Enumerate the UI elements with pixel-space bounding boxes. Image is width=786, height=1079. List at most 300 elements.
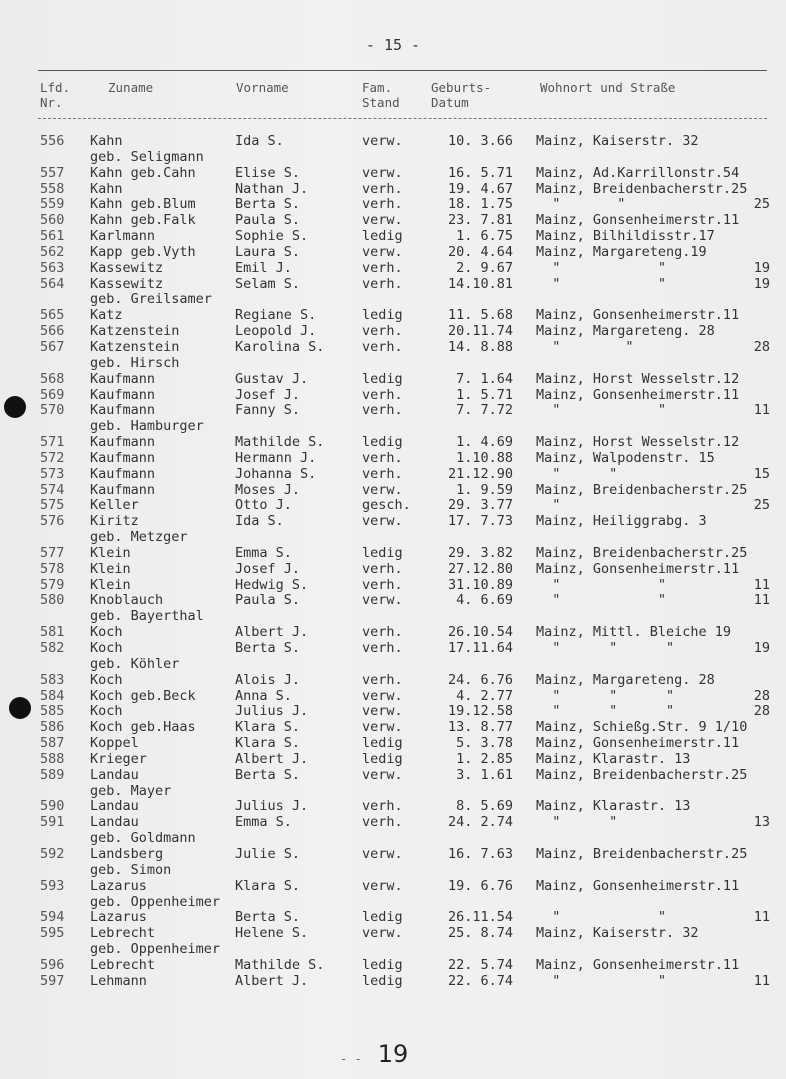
row-vorname: Hermann J. [235, 449, 317, 466]
row-wohnort: Mainz, Kaiserstr. 32 [536, 925, 699, 942]
row-number: 560 [40, 212, 65, 229]
row-wohnort: Mainz, Margareteng. 28 [536, 323, 715, 340]
row-wohnort: Mainz, Heiliggrabg. 3 [536, 513, 707, 530]
row-geburtsdatum: 17.11.64 [447, 640, 513, 656]
row-wohnort: " " " [536, 687, 675, 704]
row-fam-stand: verw. [362, 877, 403, 894]
row-fam-stand: ledig [362, 750, 403, 767]
row-number: 557 [40, 164, 65, 181]
row-number: 569 [40, 386, 65, 403]
row-number: 586 [40, 719, 65, 736]
row-fam-stand: verw. [362, 719, 403, 736]
header-geburt-line1: Geburts- [431, 80, 492, 95]
table-row [0, 910, 786, 926]
row-number: 597 [40, 972, 65, 989]
table-row [0, 784, 786, 800]
row-zuname: Koch [90, 671, 123, 688]
table-row [0, 546, 786, 562]
row-number: 584 [40, 687, 65, 704]
table-row [0, 356, 786, 372]
row-geburtsdatum: 22. 5.74 [447, 956, 513, 973]
row-number: 592 [40, 845, 65, 862]
row-hausnummer: 11 [753, 402, 770, 419]
row-wohnort: Mainz, Breidenbacherstr.25 [536, 544, 748, 561]
row-zuname: Kaufmann [90, 449, 156, 466]
row-geburtsdatum: 7. 1.64 [456, 370, 513, 387]
row-wohnort: " " [536, 338, 634, 355]
header-fam-line1: Fam. [362, 80, 393, 95]
row-vorname: Regiane S. [235, 307, 317, 324]
row-zuname: Lebrecht [90, 956, 156, 973]
row-wohnort: Mainz, Mittl. Bleiche 19 [536, 624, 732, 641]
row-wohnort: Mainz, Breidenbacherstr.25 [536, 481, 748, 498]
header-geburt [431, 80, 491, 110]
table-row [0, 419, 786, 435]
row-vorname: Berta S. [235, 909, 301, 926]
row-vorname: Klara S. [235, 735, 301, 752]
table-row [0, 435, 786, 451]
row-hausnummer: 11 [753, 909, 770, 926]
row-vorname: Gustav J. [235, 370, 309, 387]
row-vorname: Josef J. [235, 386, 301, 403]
row-fam-stand: verh. [362, 640, 403, 656]
row-zuname: geb. Hamburger [90, 418, 204, 435]
row-fam-stand: verh. [362, 323, 403, 340]
row-geburtsdatum: 20. 4.64 [447, 243, 513, 260]
row-hausnummer: 28 [753, 338, 770, 355]
row-number: 594 [40, 909, 65, 926]
table-row [0, 736, 786, 752]
row-geburtsdatum: 7. 7.72 [456, 402, 513, 419]
table-row [0, 895, 786, 911]
row-number: 583 [40, 671, 65, 688]
row-zuname: Keller [90, 497, 139, 514]
table-row [0, 277, 786, 293]
row-number: 556 [40, 133, 65, 149]
punch-hole-icon [4, 396, 26, 418]
table-row [0, 514, 786, 530]
row-number: 589 [40, 766, 65, 783]
row-zuname: Koppel [90, 735, 139, 752]
row-fam-stand: verh. [362, 386, 403, 403]
header-vorname: Vorname [236, 80, 289, 95]
row-geburtsdatum: 29. 3.77 [447, 497, 513, 514]
row-zuname: Klein [90, 544, 131, 561]
row-geburtsdatum: 14. 8.88 [447, 338, 513, 355]
table-row [0, 863, 786, 879]
row-vorname: Albert J. [235, 750, 309, 767]
row-hausnummer: 11 [753, 576, 770, 593]
row-fam-stand: verw. [362, 212, 403, 229]
row-geburtsdatum: 18. 1.75 [447, 196, 513, 213]
row-fam-stand: verw. [362, 703, 403, 720]
row-number: 595 [40, 925, 65, 942]
row-zuname: Klein [90, 576, 131, 593]
row-zuname: Kahn geb.Falk [90, 212, 196, 229]
row-zuname: Kaufmann [90, 434, 156, 451]
table-row [0, 372, 786, 388]
row-zuname: geb. Hirsch [90, 354, 180, 371]
row-fam-stand: ledig [362, 228, 403, 245]
table-row [0, 340, 786, 356]
row-number: 579 [40, 576, 65, 593]
header-bottom-rule [38, 118, 767, 119]
row-zuname: Karlmann [90, 228, 156, 245]
row-wohnort: " " [536, 259, 667, 276]
row-zuname: geb. Metzger [90, 529, 188, 546]
row-number: 572 [40, 449, 65, 466]
row-zuname: Kaufmann [90, 402, 156, 419]
row-geburtsdatum: 24. 2.74 [447, 814, 513, 831]
row-geburtsdatum: 16. 5.71 [447, 164, 513, 181]
row-zuname: geb. Greilsamer [90, 291, 212, 308]
row-geburtsdatum: 22. 6.74 [447, 972, 513, 989]
row-zuname: geb. Mayer [90, 782, 172, 799]
row-wohnort: Mainz, Gonsenheimerstr.11 [536, 560, 740, 577]
row-geburtsdatum: 16. 7.63 [447, 845, 513, 862]
row-zuname: Landau [90, 814, 139, 831]
row-number: 596 [40, 956, 65, 973]
row-fam-stand: verw. [362, 481, 403, 498]
row-fam-stand: ledig [362, 735, 403, 752]
row-wohnort: " " [536, 402, 667, 419]
row-vorname: Paula S. [235, 592, 301, 609]
table-row [0, 467, 786, 483]
row-vorname: Alois J. [235, 671, 301, 688]
row-fam-stand: verh. [362, 180, 403, 197]
row-number: 575 [40, 497, 65, 514]
row-zuname: Koch geb.Beck [90, 687, 196, 704]
row-zuname: Kassewitz [90, 275, 164, 292]
row-wohnort: Mainz, Bilhildisstr.17 [536, 228, 715, 245]
row-wohnort: Mainz, Gonsenheimerstr.11 [536, 307, 740, 324]
row-geburtsdatum: 19.12.58 [447, 703, 513, 720]
table-row [0, 403, 786, 419]
row-number: 578 [40, 560, 65, 577]
row-wohnort: " " " [536, 640, 675, 656]
row-vorname: Moses J. [235, 481, 301, 498]
row-vorname: Selam S. [235, 275, 301, 292]
row-number: 563 [40, 259, 65, 276]
row-vorname: Ida S. [235, 133, 284, 149]
row-fam-stand: verw. [362, 164, 403, 181]
row-number: 582 [40, 640, 65, 656]
row-zuname: Koch geb.Haas [90, 719, 196, 736]
row-vorname: Fanny S. [235, 402, 301, 419]
table-row [0, 578, 786, 594]
row-number: 576 [40, 513, 65, 530]
table-row [0, 641, 786, 657]
row-zuname: Landau [90, 766, 139, 783]
row-geburtsdatum: 25. 8.74 [447, 925, 513, 942]
row-hausnummer: 11 [753, 592, 770, 609]
row-wohnort: " " [536, 196, 626, 213]
row-zuname: Knoblauch [90, 592, 164, 609]
table-row [0, 182, 786, 198]
row-fam-stand: ledig [362, 370, 403, 387]
row-geburtsdatum: 11. 5.68 [447, 307, 513, 324]
row-number: 590 [40, 798, 65, 815]
header-zuname: Zuname [108, 80, 154, 95]
table-row [0, 720, 786, 736]
table-row [0, 530, 786, 546]
row-vorname: Klara S. [235, 877, 301, 894]
row-vorname: Emma S. [235, 544, 292, 561]
row-geburtsdatum: 24. 6.76 [447, 671, 513, 688]
row-hausnummer: 19 [753, 275, 770, 292]
row-fam-stand: verh. [362, 465, 403, 482]
row-geburtsdatum: 19. 4.67 [447, 180, 513, 197]
footer-number: 19 [377, 1040, 409, 1068]
row-hausnummer: 28 [753, 687, 770, 704]
row-zuname: geb. Bayerthal [90, 608, 204, 625]
table-row [0, 768, 786, 784]
row-vorname: Julius J. [235, 798, 309, 815]
row-fam-stand: verh. [362, 196, 403, 213]
row-vorname: Johanna S. [235, 465, 317, 482]
table-row [0, 593, 786, 609]
table-row [0, 689, 786, 705]
row-wohnort: " " [536, 592, 667, 609]
row-zuname: Lehmann [90, 972, 147, 989]
row-fam-stand: verw. [362, 687, 403, 704]
row-vorname: Ida S. [235, 513, 284, 530]
row-geburtsdatum: 29. 3.82 [447, 544, 513, 561]
row-geburtsdatum: 17. 7.73 [447, 513, 513, 530]
row-zuname: Kahn [90, 133, 123, 149]
row-zuname: Lazarus [90, 909, 147, 926]
row-wohnort: Mainz, Kaiserstr. 32 [536, 133, 699, 149]
row-vorname: Josef J. [235, 560, 301, 577]
row-zuname: Kahn geb.Blum [90, 196, 196, 213]
row-fam-stand: verh. [362, 338, 403, 355]
row-number: 585 [40, 703, 65, 720]
row-zuname: Koch [90, 624, 123, 641]
row-vorname: Berta S. [235, 196, 301, 213]
row-fam-stand: verw. [362, 592, 403, 609]
row-wohnort: Mainz, Gonsenheimerstr.11 [536, 386, 740, 403]
row-zuname: Katz [90, 307, 123, 324]
row-geburtsdatum: 4. 2.77 [456, 687, 513, 704]
row-hausnummer: 15 [753, 465, 770, 482]
row-fam-stand: ledig [362, 972, 403, 989]
table-row [0, 229, 786, 245]
row-fam-stand: verh. [362, 560, 403, 577]
row-vorname: Emil J. [235, 259, 292, 276]
table-row [0, 847, 786, 863]
row-number: 567 [40, 338, 65, 355]
row-wohnort: " [536, 497, 561, 514]
table-row [0, 498, 786, 514]
row-number: 591 [40, 814, 65, 831]
row-fam-stand: verh. [362, 449, 403, 466]
table-row [0, 831, 786, 847]
row-fam-stand: verw. [362, 766, 403, 783]
table-row [0, 166, 786, 182]
row-fam-stand: verw. [362, 243, 403, 260]
row-vorname: Nathan J. [235, 180, 309, 197]
header-geburt-line2: Datum [431, 95, 469, 110]
row-wohnort: Mainz, Breidenbacherstr.25 [536, 180, 748, 197]
row-fam-stand: verh. [362, 275, 403, 292]
table-row [0, 815, 786, 831]
table-row [0, 974, 786, 990]
row-wohnort: Mainz, Horst Wesselstr.12 [536, 370, 740, 387]
row-hausnummer: 11 [753, 972, 770, 989]
row-fam-stand: gesch. [362, 497, 411, 514]
row-vorname: Albert J. [235, 972, 309, 989]
table-row [0, 942, 786, 958]
row-geburtsdatum: 20.11.74 [447, 323, 513, 340]
row-number: 580 [40, 592, 65, 609]
table-row [0, 245, 786, 261]
row-wohnort: " " " [536, 703, 675, 720]
row-number: 559 [40, 196, 65, 213]
table-row [0, 388, 786, 404]
row-vorname: Hedwig S. [235, 576, 309, 593]
row-zuname: Kaufmann [90, 386, 156, 403]
row-number: 570 [40, 402, 65, 419]
header-nr-line2: Nr. [40, 95, 63, 110]
row-wohnort: Mainz, Schießg.Str. 9 1/10 [536, 719, 748, 736]
row-number: 568 [40, 370, 65, 387]
table-row [0, 704, 786, 720]
row-wohnort: " " [536, 814, 618, 831]
row-wohnort: Mainz, Margareteng. 28 [536, 671, 715, 688]
row-number: 565 [40, 307, 65, 324]
row-vorname: Sophie S. [235, 228, 309, 245]
row-geburtsdatum: 19. 6.76 [447, 877, 513, 894]
row-number: 571 [40, 434, 65, 451]
table-row [0, 879, 786, 895]
table-row [0, 308, 786, 324]
row-fam-stand: verh. [362, 814, 403, 831]
row-fam-stand: verw. [362, 925, 403, 942]
row-zuname: Landau [90, 798, 139, 815]
row-zuname: Lebrecht [90, 925, 156, 942]
row-hausnummer: 19 [753, 640, 770, 656]
table-row [0, 673, 786, 689]
table-row [0, 609, 786, 625]
table-row [0, 926, 786, 942]
row-wohnort: Mainz, Horst Wesselstr.12 [536, 434, 740, 451]
row-geburtsdatum: 3. 1.61 [456, 766, 513, 783]
table-row [0, 752, 786, 768]
row-geburtsdatum: 26.11.54 [447, 909, 513, 926]
row-geburtsdatum: 14.10.81 [447, 275, 513, 292]
row-vorname: Karolina S. [235, 338, 325, 355]
row-zuname: geb. Oppenheimer [90, 893, 221, 910]
row-vorname: Leopold J. [235, 323, 317, 340]
row-wohnort: Mainz, Gonsenheimerstr.11 [536, 735, 740, 752]
row-zuname: Kassewitz [90, 259, 164, 276]
row-geburtsdatum: 1. 2.85 [456, 750, 513, 767]
row-wohnort: " " [536, 465, 618, 482]
row-zuname: Kahn [90, 180, 123, 197]
row-zuname: Koch [90, 703, 123, 720]
row-wohnort: Mainz, Gonsenheimerstr.11 [536, 877, 740, 894]
row-number: 558 [40, 180, 65, 197]
row-number: 562 [40, 243, 65, 260]
row-vorname: Anna S. [235, 687, 292, 704]
table-row [0, 197, 786, 213]
row-number: 564 [40, 275, 65, 292]
table-row [0, 799, 786, 815]
row-fam-stand: verw. [362, 845, 403, 862]
header-nr-line1: Lfd. [40, 80, 71, 95]
row-zuname: geb. Simon [90, 861, 172, 878]
row-geburtsdatum: 21.12.90 [447, 465, 513, 482]
page-number: - 15 - [365, 36, 421, 54]
row-fam-stand: ledig [362, 307, 403, 324]
row-geburtsdatum: 10. 3.66 [447, 133, 513, 149]
row-fam-stand: ledig [362, 434, 403, 451]
row-hausnummer: 13 [753, 814, 770, 831]
table-row [0, 150, 786, 166]
table-row [0, 657, 786, 673]
table-row [0, 451, 786, 467]
row-geburtsdatum: 1.10.88 [456, 449, 513, 466]
row-fam-stand: verw. [362, 133, 403, 149]
table-row [0, 292, 786, 308]
row-fam-stand: verh. [362, 576, 403, 593]
table-row [0, 483, 786, 499]
row-zuname: Kaufmann [90, 370, 156, 387]
row-fam-stand: ledig [362, 544, 403, 561]
table-row [0, 261, 786, 277]
row-wohnort: " " [536, 275, 667, 292]
row-fam-stand: verw. [362, 513, 403, 530]
row-vorname: Klara S. [235, 719, 301, 736]
row-geburtsdatum: 23. 7.81 [447, 212, 513, 229]
row-wohnort: " " [536, 972, 667, 989]
row-wohnort: Mainz, Klarastr. 13 [536, 798, 691, 815]
table-row [0, 958, 786, 974]
row-number: 593 [40, 877, 65, 894]
table-row [0, 625, 786, 641]
row-number: 561 [40, 228, 65, 245]
row-zuname: Kapp geb.Vyth [90, 243, 196, 260]
table-row [0, 562, 786, 578]
row-geburtsdatum: 1. 5.71 [456, 386, 513, 403]
punch-hole-icon [9, 697, 31, 719]
row-geburtsdatum: 1. 4.69 [456, 434, 513, 451]
row-vorname: Berta S. [235, 766, 301, 783]
row-vorname: Berta S. [235, 640, 301, 656]
row-wohnort: Mainz, Breidenbacherstr.25 [536, 766, 748, 783]
row-wohnort: Mainz, Ad.Karrillonstr.54 [536, 164, 740, 181]
row-number: 566 [40, 323, 65, 340]
row-zuname: Kahn geb.Cahn [90, 164, 196, 181]
row-fam-stand: ledig [362, 956, 403, 973]
row-vorname: Laura S. [235, 243, 301, 260]
row-zuname: geb. Seligmann [90, 148, 204, 165]
row-fam-stand: verh. [362, 671, 403, 688]
row-zuname: Krieger [90, 750, 147, 767]
row-fam-stand: ledig [362, 909, 403, 926]
row-zuname: Lazarus [90, 877, 147, 894]
row-geburtsdatum: 31.10.89 [447, 576, 513, 593]
row-fam-stand: verh. [362, 624, 403, 641]
header-fam [362, 80, 400, 110]
table-row [0, 324, 786, 340]
row-wohnort: Mainz, Walpodenstr. 15 [536, 449, 715, 466]
row-vorname: Julius J. [235, 703, 309, 720]
row-number: 574 [40, 481, 65, 498]
row-zuname: Kaufmann [90, 465, 156, 482]
table-row [0, 213, 786, 229]
row-geburtsdatum: 1. 9.59 [456, 481, 513, 498]
